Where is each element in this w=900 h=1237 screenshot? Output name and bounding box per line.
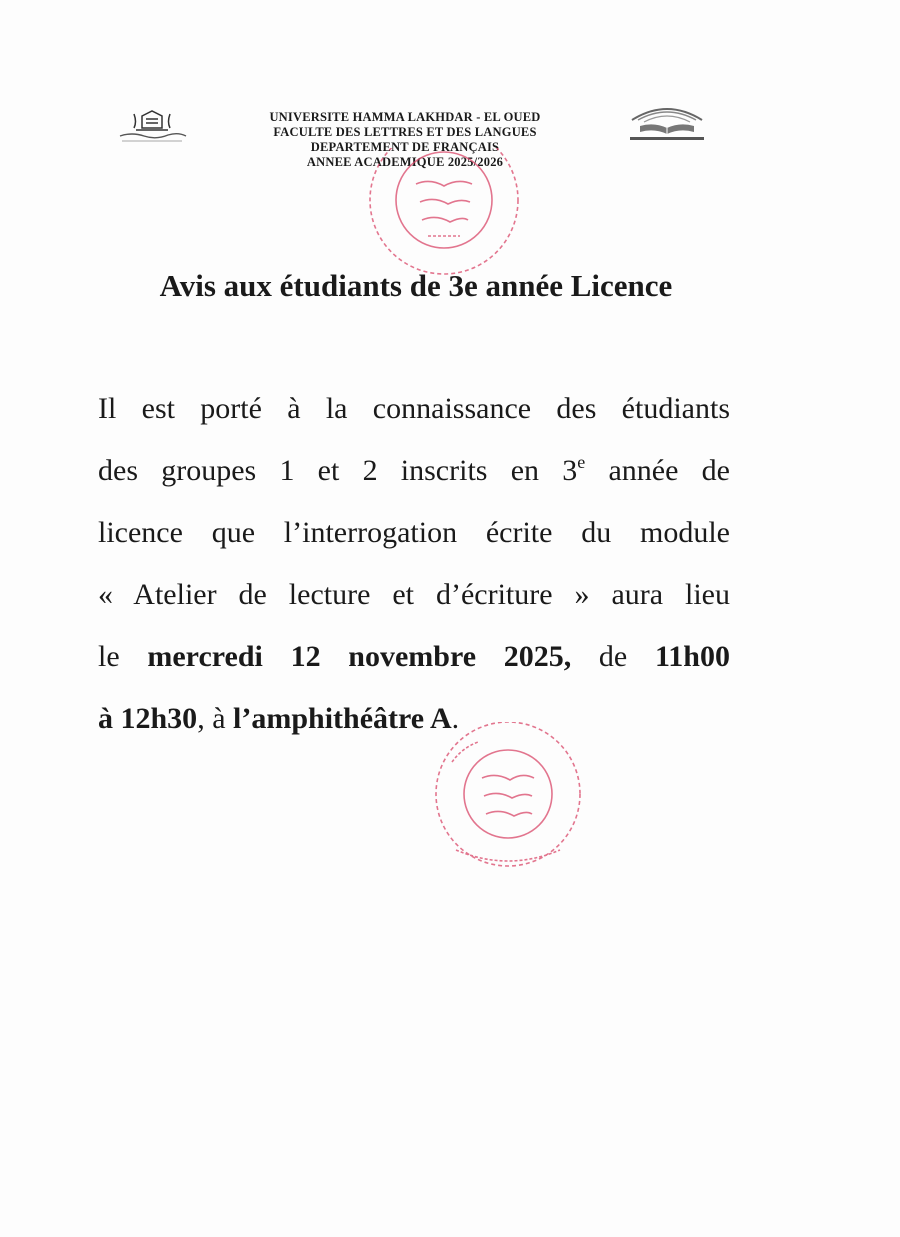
- notice-title: Avis aux étudiants de 3e année Licence: [159, 268, 673, 303]
- department-name: DEPARTEMENT DE FRANÇAIS: [310, 140, 500, 154]
- notice-text: .: [451, 702, 460, 735]
- notice-line: licence que l’interrogation écrite du module: [98, 516, 730, 549]
- superscript: e: [577, 452, 586, 472]
- university-name: UNIVERSITE HAMMA LAKHDAR - EL OUED: [269, 110, 541, 124]
- open-book-logo-icon: [624, 100, 710, 144]
- department-stamp-top: [358, 148, 530, 280]
- notice-line: Il est porté à la connaissance des étudiants: [98, 392, 730, 425]
- notice-text: des groupes 1 et 2 inscrits en 3: [98, 454, 578, 487]
- exam-location: l’amphithéâtre A: [233, 702, 452, 735]
- notice-line: [98, 440, 730, 502]
- university-emblem-icon: [112, 108, 192, 148]
- exam-start-time: 11h00: [654, 640, 730, 673]
- notice-text: , à: [197, 702, 234, 735]
- notice-line: [98, 626, 730, 688]
- exam-date: mercredi 12 novembre 2025,: [147, 640, 572, 673]
- notice-text: année de: [585, 454, 730, 487]
- academic-year: ANNEE ACADEMIQUE 2025/2026: [306, 155, 504, 169]
- notice-line: « Atelier de lecture et d’écriture » aura lieu: [98, 578, 730, 611]
- exam-end-time: à 12h30: [98, 702, 198, 735]
- notice-body: [98, 378, 730, 750]
- faculty-name: FACULTE DES LETTRES ET DES LANGUES: [273, 125, 537, 139]
- notice-line: [98, 688, 730, 750]
- department-stamp-bottom: [422, 722, 592, 872]
- notice-text: de: [571, 640, 655, 673]
- notice-text: le: [98, 640, 148, 673]
